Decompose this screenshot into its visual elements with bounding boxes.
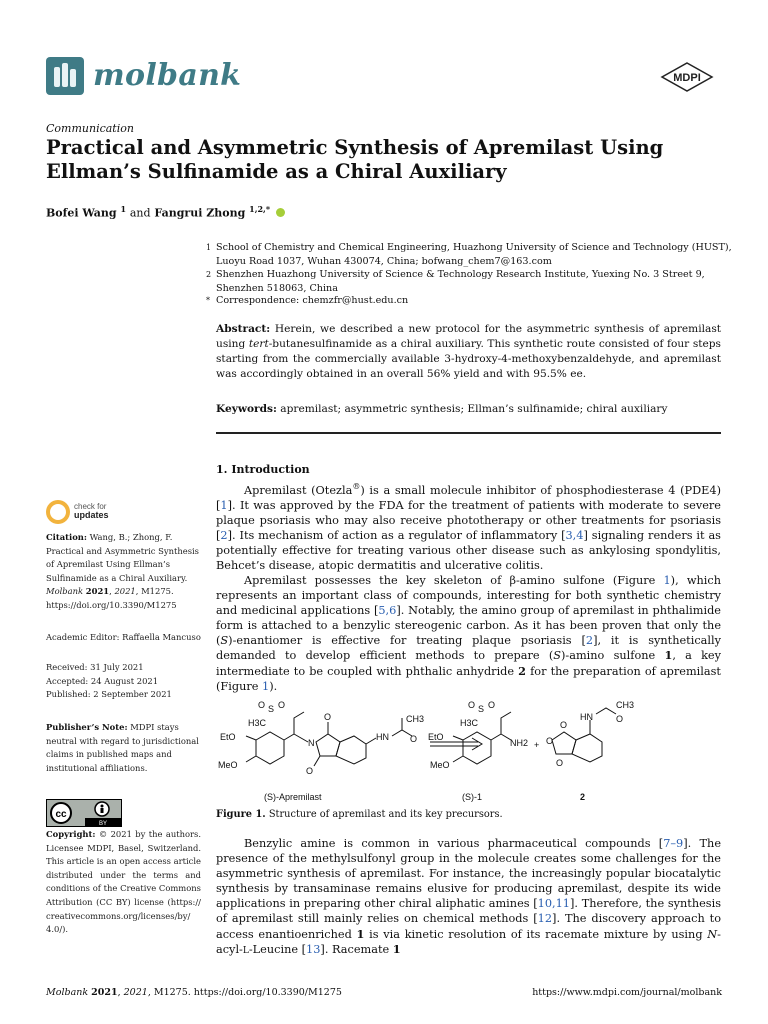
text: , a key intermediate to be coupled with phthalic anhydride	[216, 649, 721, 678]
text: -acyl-	[216, 927, 721, 956]
atom-label: CH3	[616, 700, 635, 710]
atom-label: H3C	[460, 718, 479, 728]
atom-label: O	[306, 766, 314, 776]
text: Benzylic amine is common in various pharmaceutical compounds [	[244, 837, 664, 850]
author-conjunction: and	[129, 206, 151, 220]
figure-caption-text: Structure of apremilast and its key precursors.	[268, 809, 503, 820]
footer-year: 2021	[91, 987, 118, 998]
dates	[46, 661, 201, 702]
section-heading: 1. Introduction	[216, 463, 310, 476]
atom-label: HN	[376, 732, 389, 742]
compound-label-apremilast: (S)-Apremilast	[264, 792, 322, 802]
keywords-label: Keywords:	[216, 403, 277, 415]
abstract-text: Herein, we described a new protocol for the asymmetric synthesis of apremilast using	[216, 323, 722, 350]
atom-label: O	[468, 700, 476, 710]
citation-block: Citation: Wang, B.; Zhong, F. Practical and Asymmetric Synthesis of Apremilast Using Ellman’s Sulfinamide as a Chiral Auxiliary. Molbank 2021, 2021, M1275. https://doi.org/10.3390/M1275	[46, 532, 199, 610]
cc-license-icon	[47, 800, 121, 826]
article-title: Practical and Asymmetric Synthesis of Apremilast Using Ellman’s Sulfinamide as a Chiral Auxiliary	[46, 136, 664, 183]
affiliation-2	[206, 268, 736, 295]
abstract	[216, 322, 721, 382]
published-date: Published: 2 September 2021	[46, 689, 172, 700]
imide-ring	[316, 734, 340, 756]
section-divider	[216, 432, 721, 434]
phthal-ring	[336, 736, 366, 764]
text: S	[220, 634, 229, 648]
citation-id: , M1275.	[135, 586, 174, 597]
footer-journal: Molbank	[46, 987, 89, 998]
text: ).	[269, 679, 278, 693]
methoxy-bond	[453, 756, 463, 762]
atom-label: N	[308, 738, 315, 748]
chain-bond	[284, 712, 304, 740]
svg-text:cc: cc	[55, 809, 67, 820]
text: is via kinetic resolution of its racemate mixture by using	[364, 927, 708, 941]
atom-label: MeO	[218, 760, 238, 770]
citation-link[interactable]: 1	[220, 498, 228, 512]
text: Apremilast possesses the key skeleton of β-amino sulfone (Figure	[244, 574, 664, 587]
publisher-note-text: MDPI stays neutral with regard to jurisdictional claims in published maps and institutional affiliations.	[46, 722, 199, 773]
citation-label: Citation:	[46, 532, 87, 542]
affiliation-1	[206, 241, 736, 268]
citation-year: 2021	[85, 586, 110, 597]
text: ) is a small molecule inhibitor of phosphodiesterase 4 (PDE4) [	[216, 483, 721, 512]
affiliation-mark: 1	[206, 243, 212, 252]
atom-label: O	[546, 736, 554, 746]
atom-label: O	[556, 758, 564, 768]
text: S	[553, 649, 561, 663]
copyright-label: Copyright:	[46, 829, 96, 839]
correspondence	[206, 294, 736, 308]
plus-sign: +	[534, 740, 540, 750]
atom-label: EtO	[428, 732, 444, 742]
academic-editor: Academic Editor: Raffaella Mancuso	[46, 632, 201, 642]
check-line: updates	[74, 510, 109, 520]
atom-label: NH2	[510, 738, 529, 748]
text: Apremilast (Otezla	[244, 483, 353, 497]
anhydride-ring	[552, 732, 576, 754]
citation-doi-link[interactable]: https://doi.org/10.3390/M1275	[46, 599, 177, 610]
text: ]. Racemate	[320, 942, 393, 956]
text: L	[242, 945, 249, 956]
compound-ref: 1	[356, 926, 365, 941]
figure-link[interactable]: 1	[663, 574, 671, 587]
footer-volume: 2021	[123, 987, 148, 998]
atom-label: O	[258, 700, 266, 710]
figure-caption-label: Figure 1.	[216, 809, 266, 820]
cc-by-label: BY	[98, 821, 108, 826]
acetyl-bond	[596, 708, 616, 714]
atom-label: O	[488, 700, 496, 710]
citation-journal: Molbank	[46, 586, 84, 597]
keywords-text: apremilast; asymmetric synthesis; Ellman’s sulfinamide; chiral auxiliary	[280, 403, 668, 415]
citation-link[interactable]: 10,11	[537, 897, 570, 911]
n-bond	[294, 734, 308, 742]
affiliation-mark: *	[206, 296, 210, 305]
footer-journal-url[interactable]: https://www.mdpi.com/journal/molbank	[532, 987, 722, 998]
atom-label: O	[616, 714, 624, 724]
abstract-text: -butanesulfinamide as a chiral auxiliary. This synthetic route consisted of four steps starting from the commercially available 3-hydroxy-4-methoxybenzaldehyde, and apremilast was accordingly obtained in an overall 56% yield and with 95.5% ee.	[216, 338, 721, 380]
mdpi-label: MDPI	[673, 72, 701, 84]
publisher-note-label: Publisher’s Note:	[46, 722, 128, 732]
citation-link[interactable]: 2	[585, 634, 594, 648]
text: ]. Its mechanism of action as a regulator of inflammatory [	[227, 529, 566, 543]
citation-link[interactable]: 7–9	[663, 837, 684, 850]
author-list	[46, 204, 285, 220]
check-for-updates-label[interactable]	[74, 502, 109, 520]
publisher-note	[46, 721, 201, 775]
atom-label: CH3	[406, 714, 425, 724]
mdpi-logo[interactable]	[660, 62, 714, 92]
author-2-affil: 1,2,*	[249, 204, 271, 214]
text: )-enantiomer is effective for treating plaque psoriasis [	[228, 634, 586, 648]
compound-ref: 2	[518, 663, 527, 678]
figure-link[interactable]: 1	[262, 679, 270, 693]
chain-bond	[491, 712, 511, 740]
benzene-ring	[463, 732, 491, 764]
compound-label-1: (S)-1	[462, 792, 482, 802]
molbank-logo-icon	[46, 57, 84, 95]
ethoxy-bond	[246, 736, 256, 740]
author-1[interactable]: Bofei Wang	[46, 206, 117, 220]
atom-label: HN	[580, 712, 593, 722]
check-mark-icon	[50, 504, 66, 520]
author-1-affil: 1	[120, 204, 127, 214]
abstract-label: Abstract:	[216, 323, 271, 335]
citation-link[interactable]: 12	[537, 912, 553, 926]
keywords	[216, 402, 721, 417]
atom-label: H3C	[248, 718, 267, 728]
citation-link[interactable]: 5,6	[378, 604, 397, 618]
copyright-block	[46, 828, 201, 937]
affiliation-text: School of Chemistry and Chemical Engineering, Huazhong University of Science and Technology (HUST), Luoyu Road 1037, Wuhan 430074, China; bofwang_chem7@163.com	[216, 242, 732, 267]
atom-label: S	[268, 704, 275, 714]
atom-label: O	[278, 700, 286, 710]
ethoxy-bond	[453, 736, 463, 740]
citation-link[interactable]: 2	[220, 529, 228, 543]
atom-label: S	[478, 704, 485, 714]
abstract-term: tert	[248, 338, 269, 350]
atom-label: EtO	[220, 732, 236, 742]
text: ] signaling renders it as potentially effective for treating various other disease such as ankylosing spondylitis, Behcet’s disease, atopic dermatitis and ulcerative colitis.	[216, 529, 721, 573]
text: for the preparation of apremilast (Figure	[216, 664, 721, 693]
paragraph-1	[216, 479, 721, 573]
text: ]. Notably, the amino group of apremilast in phthalimide form is attached to a benzylic stereogenic carbon. As it has been proven that only the (	[216, 604, 721, 648]
phthal-ring	[572, 734, 602, 762]
atom-label: O	[324, 712, 332, 722]
nh-bond	[366, 738, 376, 744]
text: ), which represents an important class of compounds, interesting for both synthetic chemistry and medicinal applications [	[216, 574, 721, 618]
text: ]. It was approved by the FDA for the treatment of patients with moderate to severe plaque psoriasis who may also receive phototherapy or other treatments for psoriasis [	[216, 498, 721, 543]
figure-1-scheme	[216, 698, 721, 806]
received-date: Received: 31 July 2021	[46, 662, 144, 672]
atom-label: O	[410, 734, 418, 744]
carbonyl-bond	[314, 756, 320, 766]
text: )-amino sulfone	[561, 649, 665, 663]
check-line: check for	[74, 502, 107, 511]
citation-text: Wang, B.; Zhong, F. Practical and Asymmetric Synthesis of Apremilast Using Ellman’s Sulfinamide as a Chiral Auxiliary.	[46, 532, 199, 583]
copyright-text: © 2021 by the authors. Licensee MDPI, Basel, Switzerland. This article is an open access article distributed under the terms and conditions of the Creative Commons Attribution (CC BY) license (https:// creativecommons.org/licenses/by/ 4.0/).	[46, 829, 201, 935]
accepted-date: Accepted: 24 August 2021	[46, 675, 159, 686]
affiliation-mark: 2	[206, 270, 212, 279]
text: ], it is synthetically demanded to develop efficient methods to prepare (	[216, 634, 721, 663]
citation-volume: 2021	[114, 586, 136, 597]
atom-label: MeO	[430, 760, 450, 770]
document-type: Communication	[46, 122, 134, 135]
affiliation-text[interactable]: Correspondence: chemzfr@hust.edu.cn	[216, 295, 409, 306]
atom-label: O	[560, 720, 568, 730]
figure-caption	[216, 809, 503, 820]
citation-link[interactable]: 3,4	[565, 529, 584, 543]
benzene-ring	[256, 732, 284, 764]
text: ]. The discovery approach to access enantioenriched	[216, 912, 721, 941]
paragraph-2	[216, 573, 721, 694]
text: -Leucine [	[248, 942, 307, 956]
compound-label-2: 2	[580, 792, 586, 802]
citation-link[interactable]: 13	[306, 942, 321, 956]
footer-citation: Molbank 2021, 2021, M1275. https://doi.org/10.3390/M1275	[46, 987, 342, 998]
affiliation-text: Shenzhen Huazhong University of Science & Technology Research Institute, Yuexing No. 3 Street 9, Shenzhen 518063, China	[216, 269, 705, 294]
cc-by-license-badge[interactable]	[46, 799, 122, 827]
compound-ref: 1	[664, 648, 673, 663]
retro-arrow-head	[472, 738, 482, 750]
text: ]. Therefore, the synthesis of apremilast still mainly relies on chemical methods [	[216, 897, 721, 926]
orcid-icon[interactable]	[276, 208, 285, 217]
journal-name[interactable]: molbank	[93, 58, 242, 93]
compound-ref: 1	[392, 941, 401, 956]
text: ]. The presence of the methylsulfonyl group in the molecule creates some challenges for the asymmetric synthesis of apremilast. For instance, the increasingly popular biocatalytic synthesis by transaminase remains elusive for producing apremilast, despite its wide applications in preparing other chiral aliphatic amines [	[216, 837, 721, 911]
acetyl-bond	[392, 730, 412, 736]
footer-doi[interactable]: , M1275. https://doi.org/10.3390/M1275	[147, 987, 342, 998]
methoxy-bond	[246, 756, 256, 762]
paragraph-3	[216, 836, 721, 959]
text: N	[707, 927, 718, 941]
text: ®	[352, 482, 361, 491]
author-2[interactable]: Fangrui Zhong	[154, 206, 246, 220]
